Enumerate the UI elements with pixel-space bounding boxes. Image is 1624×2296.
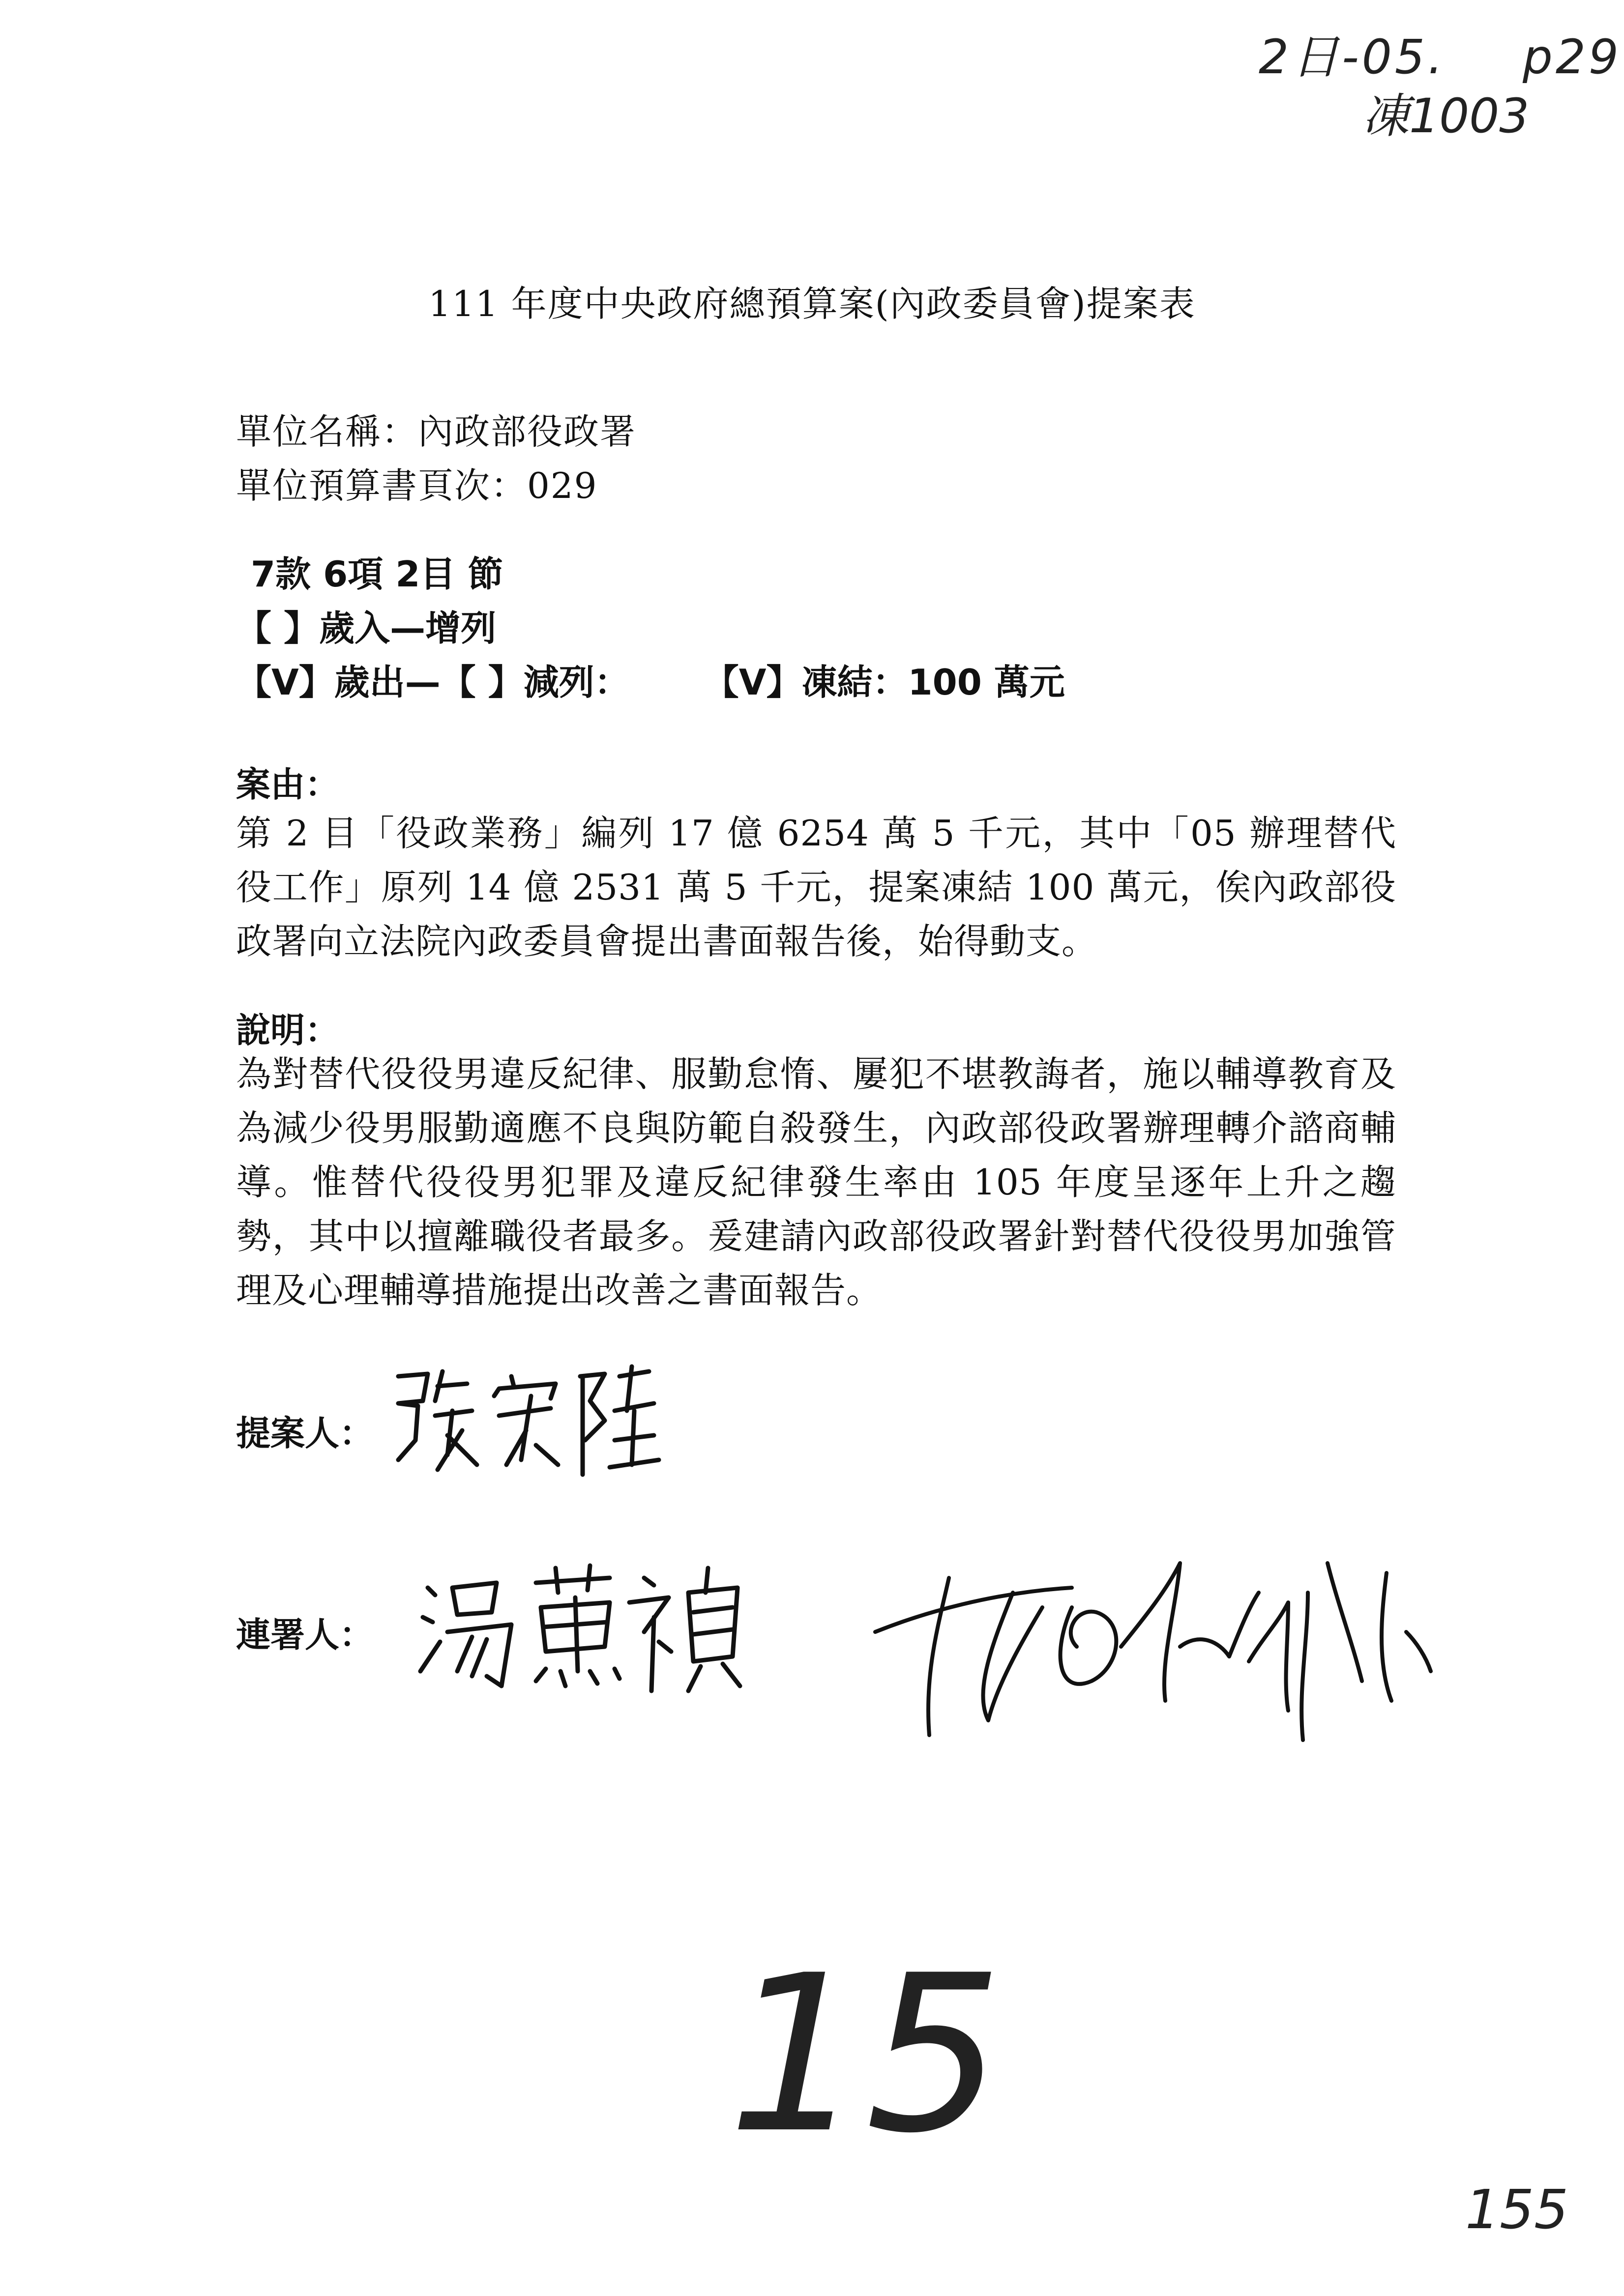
handwritten-page-number: 15 bbox=[728, 1929, 1003, 2180]
expense-prefix: 【V】歲出—【 】減列： bbox=[236, 662, 630, 703]
budget-item: 7款 6項 2目 節 bbox=[251, 553, 503, 595]
cosigner-signature-1 bbox=[413, 1558, 757, 1715]
freeze-amount: 【V】凍結：100 萬元 bbox=[703, 662, 1065, 703]
revenue-line: 【 】歲入—增列 bbox=[236, 608, 497, 649]
expense-line bbox=[236, 654, 1065, 705]
handwritten-corner-number: 155 bbox=[1465, 2178, 1568, 2241]
document-title: 111 年度中央政府總預算案(內政委員會)提案表 bbox=[428, 283, 1196, 324]
reason-heading: 案由： bbox=[236, 764, 339, 805]
description-heading: 說明： bbox=[236, 1010, 339, 1050]
cosigner-label: 連署人： bbox=[236, 1615, 374, 1655]
unit-name: 單位名稱：內政部役政署 bbox=[236, 411, 637, 452]
proposer-label: 提案人： bbox=[236, 1413, 374, 1453]
handwritten-freeze-code: 凍1003 bbox=[1362, 88, 1530, 144]
handwritten-date-annotation bbox=[1259, 20, 1622, 87]
page-mark: p29 bbox=[1522, 29, 1622, 85]
reason-text: 第 2 目「役政業務」編列 17 億 6254 萬 5 千元，其中「05 辦理替代役工作」原列 14 億 2531 萬 5 千元，提案凍結 100 萬元，俟內政部役政署向立法院內政委員會提出書面報告後，始得動支。 bbox=[236, 813, 1396, 962]
unit-budget-page: 單位預算書頁次：029 bbox=[236, 465, 598, 506]
date-mark: 2日-05. bbox=[1259, 29, 1446, 85]
cosigner-signature-2 bbox=[865, 1534, 1455, 1760]
proposer-signature bbox=[388, 1357, 664, 1484]
description-text: 為對替代役役男違反紀律、服勤怠惰、屢犯不堪教誨者，施以輔導教育及為減少役男服勤適應不良與防範自殺發生，內政部役政署辦理轉介諮商輔導。惟替代役役男犯罪及違反紀律發生率由 105 年度呈逐年上升之趨勢，其中以擅離職役者最多。爰建請內政部役政署針對替代役役男加強管理及心理輔導措施提出改善之書面報告。 bbox=[236, 1053, 1396, 1311]
